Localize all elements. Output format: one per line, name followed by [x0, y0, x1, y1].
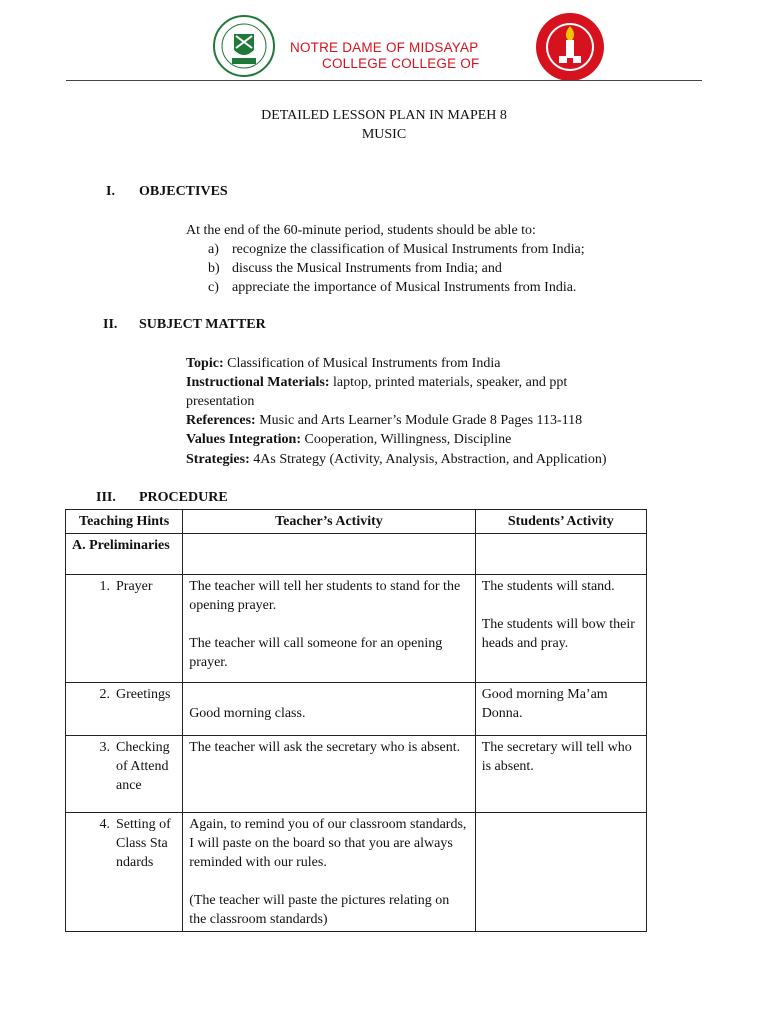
table-row — [66, 534, 647, 575]
topic-line — [186, 356, 500, 372]
references-line — [186, 413, 582, 429]
hint-name: Setting of Class Standards — [116, 817, 171, 870]
table-row — [66, 813, 647, 932]
hint-number: 1. — [99, 579, 110, 594]
students-activity-cell — [475, 813, 646, 932]
objective-item-b: discuss the Musical Instruments from India; and — [232, 261, 502, 276]
hint-name: Checking of Attendance — [116, 740, 170, 793]
hint-cell — [66, 683, 183, 736]
table-row — [66, 736, 647, 813]
objective-item-a: recognize the classification of Musical Instruments from India; — [232, 242, 585, 257]
column-header-students-activity: Students’ Activity — [475, 510, 646, 534]
hint-name: Prayer — [116, 579, 153, 594]
teacher-activity-cell — [183, 683, 476, 736]
teacher-activity-text: The teacher will tell her students to stand for the opening prayer. — [189, 579, 461, 613]
materials-continuation: presentation — [186, 394, 255, 409]
objective-marker-c: c) — [208, 280, 219, 295]
strategies-label: Strategies: — [186, 452, 250, 467]
document-subtitle: MUSIC — [361, 127, 407, 142]
hint-number: 4. — [99, 817, 110, 832]
references-value: Music and Arts Learner’s Module Grade 8 Pages 113-118 — [259, 413, 583, 428]
students-activity-cell — [475, 575, 646, 683]
school-seal-logo — [212, 14, 276, 78]
teacher-activity-cell — [183, 813, 476, 932]
hint-number: 2. — [99, 687, 110, 702]
objective-marker-a: a) — [208, 242, 219, 257]
section-heading-procedure: PROCEDURE — [139, 490, 228, 505]
document-title: DETAILED LESSON PLAN IN MAPEH 8 — [261, 108, 507, 123]
students-activity-text: The students will stand. — [481, 579, 615, 594]
teacher-activity-text: The teacher will call someone for an opening prayer. — [189, 636, 443, 670]
students-activity-text: The secretary will tell who is absent. — [481, 740, 632, 774]
values-value: Cooperation, Willingness, Discipline — [304, 432, 512, 447]
college-of-education-logo — [535, 12, 605, 82]
preliminaries-heading: A. Preliminaries — [66, 534, 183, 575]
students-activity-text: Good morning Ma’am Donna. — [481, 687, 608, 721]
strategies-line — [186, 452, 607, 468]
objective-marker-b: b) — [208, 261, 220, 276]
strategies-value: 4As Strategy (Activity, Analysis, Abstraction, and Application) — [253, 452, 607, 467]
students-activity-text: The students will bow their heads and pray. — [481, 617, 635, 651]
table-cell — [183, 534, 476, 575]
objectives-intro: At the end of the 60-minute period, students should be able to: — [186, 223, 536, 238]
table-row — [66, 575, 647, 683]
section-numeral-procedure: III. — [96, 490, 116, 505]
table-cell — [475, 534, 646, 575]
materials-line — [186, 375, 567, 391]
teacher-activity-text: Again, to remind you of our classroom standards, I will paste on the board so that you are always reminded with our rules. — [189, 817, 467, 870]
procedure-table — [65, 509, 647, 932]
section-numeral-objectives: I. — [106, 184, 115, 199]
section-heading-objectives: OBJECTIVES — [139, 184, 228, 199]
hint-cell — [66, 813, 183, 932]
topic-value: Classification of Musical Instruments from India — [227, 356, 501, 371]
column-header-teachers-activity: Teacher’s Activity — [183, 510, 476, 534]
hint-number: 3. — [99, 740, 110, 755]
students-activity-cell — [475, 736, 646, 813]
hint-cell — [66, 736, 183, 813]
section-numeral-subject-matter: II. — [103, 317, 118, 332]
teacher-activity-cell — [183, 736, 476, 813]
section-heading-subject-matter: SUBJECT MATTER — [139, 317, 266, 332]
teacher-activity-cell — [183, 575, 476, 683]
topic-label: Topic: — [186, 356, 224, 371]
hint-cell — [66, 575, 183, 683]
materials-value: laptop, printed materials, speaker, and ppt — [332, 375, 568, 390]
values-label: Values Integration: — [186, 432, 301, 447]
materials-label: Instructional Materials: — [186, 375, 330, 390]
school-name-line2: COLLEGE COLLEGE OF — [322, 56, 480, 71]
table-row — [66, 683, 647, 736]
teacher-activity-text: (The teacher will paste the pictures relating on the classroom standards) — [189, 893, 450, 927]
header-divider — [66, 80, 702, 81]
school-name-line1: NOTRE DAME OF MIDSAYAP — [290, 40, 479, 55]
values-line — [186, 432, 511, 448]
hint-name: Greetings — [116, 687, 171, 702]
teacher-activity-text: Good morning class. — [189, 706, 306, 721]
objective-item-c: appreciate the importance of Musical Instruments from India. — [232, 280, 577, 295]
teacher-activity-text: The teacher will ask the secretary who is absent. — [189, 740, 461, 755]
references-label: References: — [186, 413, 256, 428]
table-header-row — [66, 510, 647, 534]
column-header-teaching-hints: Teaching Hints — [66, 510, 183, 534]
students-activity-cell — [475, 683, 646, 736]
